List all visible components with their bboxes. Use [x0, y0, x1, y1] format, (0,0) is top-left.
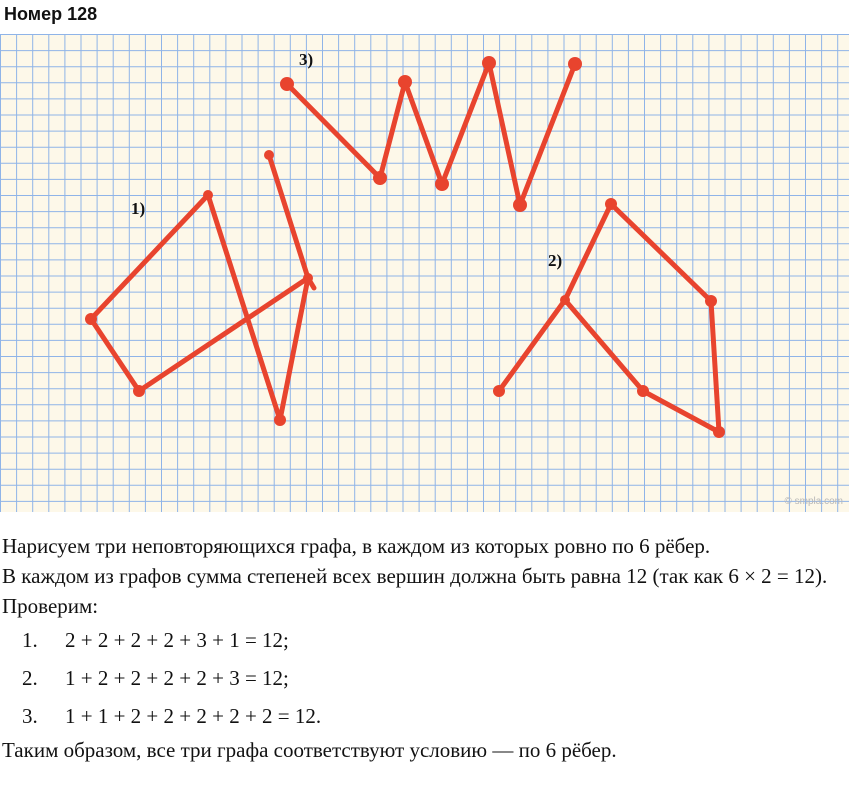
graph-3-vertex	[568, 57, 582, 71]
page-title: Номер 128	[4, 4, 98, 24]
explanation-paragraph: В каждом из графов сумма степеней всех вершин должна быть равна 12 (так как 6 × 2 = 12).	[2, 564, 828, 588]
solution-text	[2, 531, 847, 765]
graph-1-vertex	[264, 150, 274, 160]
graph-1-vertex	[203, 190, 213, 200]
graph-3-vertex	[398, 75, 412, 89]
graph-2-vertex	[705, 295, 717, 307]
graph-3-label: 3)	[299, 50, 314, 69]
graph-2-vertex	[637, 385, 649, 397]
check-item-formula: 1 + 1 + 2 + 2 + 2 + 2 + 2 = 12.	[65, 704, 322, 728]
graph-3-vertex	[435, 177, 449, 191]
graph-2-vertex	[605, 198, 617, 210]
graph-figure	[0, 34, 849, 512]
check-item-formula: 1 + 2 + 2 + 2 + 2 + 3 = 12;	[65, 666, 289, 690]
check-item-formula: 2 + 2 + 2 + 2 + 3 + 1 = 12;	[65, 628, 289, 652]
graph-2-vertex	[493, 385, 505, 397]
check-item	[2, 697, 847, 735]
check-item-number: 3.	[22, 704, 38, 728]
graph-2-vertex	[560, 295, 570, 305]
graph-1-vertex	[85, 313, 97, 325]
graph-2-vertex	[713, 426, 725, 438]
check-item-number: 1.	[22, 628, 38, 652]
graph-3-vertex	[482, 56, 496, 70]
graph-1-vertex	[303, 273, 313, 283]
graph-2-label: 2)	[548, 251, 563, 270]
graph-1-label: 1)	[131, 199, 146, 218]
graph-3-vertex	[513, 198, 527, 212]
check-item-number: 2.	[22, 666, 38, 690]
image-credit: © smpla.com	[784, 496, 843, 507]
check-item	[2, 621, 847, 659]
conclusion-paragraph: Таким образом, все три графа соответствуют условию — по 6 рёбер.	[2, 738, 617, 762]
check-item	[2, 659, 847, 697]
graph-1-vertex	[274, 414, 286, 426]
intro-paragraph: Нарисуем три неповторяющихся графа, в каждом из которых ровно по 6 рёбер.	[2, 534, 711, 558]
grid-drawing	[0, 34, 849, 512]
graph-1-vertex	[133, 385, 145, 397]
paper-background	[0, 34, 849, 512]
check-list	[2, 621, 847, 735]
graph-3-vertex	[373, 171, 387, 185]
graph-3-vertex	[280, 77, 294, 91]
check-heading: Проверим:	[2, 594, 99, 618]
